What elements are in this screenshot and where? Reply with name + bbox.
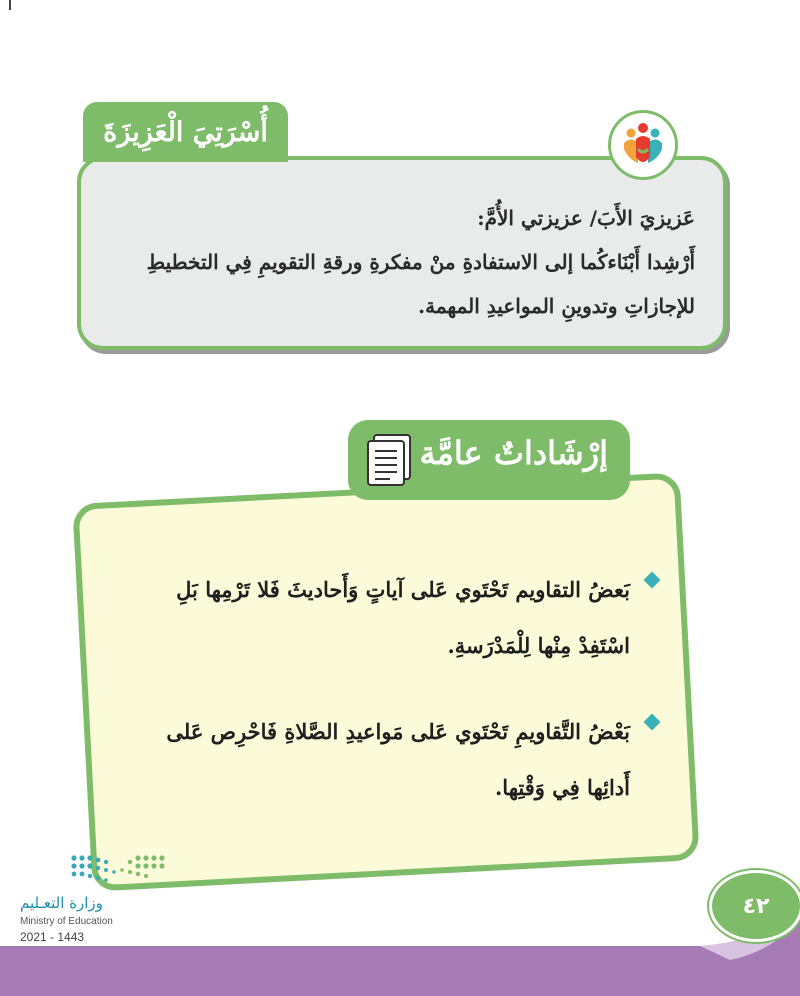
document-icon xyxy=(364,433,416,487)
parents-note-line: عَزيزيَ الأَبَ/ عزيزتي الأُمَّ: xyxy=(477,206,695,230)
tip-line: بَعضُ التقاويم تَحْتَوي عَلى آياتٍ وَأَحاديثَ فَلا تَرْمِها بَلِ xyxy=(176,577,630,602)
edition-year: 2021 - 1443 xyxy=(20,930,85,944)
tips-list xyxy=(150,562,658,846)
parents-note-text xyxy=(95,196,695,328)
parents-note-title: أُسْرَتِيَ الْعَزِيزَةَ xyxy=(103,116,268,148)
tip-line: اسْتَفِدْ مِنْها لِلْمَدْرَسةِ. xyxy=(447,633,630,658)
diamond-bullet-icon xyxy=(644,572,661,589)
bottom-decorative-band xyxy=(0,900,800,996)
ministry-name-english: Ministry of Education xyxy=(20,916,113,927)
parents-note-line: للإجازاتِ وتدوينِ المواعيدِ المهمة. xyxy=(418,294,695,318)
parents-note-tab xyxy=(83,102,288,162)
ministry-dots-icon xyxy=(68,852,168,888)
page-number-bubble xyxy=(709,870,800,942)
tip-item xyxy=(150,704,658,816)
general-tips-title: إرْشَاداتٌ عامَّة xyxy=(419,434,608,472)
page-number: ٤٢ xyxy=(742,893,770,919)
general-tips-tab xyxy=(348,420,630,500)
parents-note-line: أَرْشِدا أَبْنَاءكُما إلى الاستفادةِ منْ مفكرةِ ورقةِ التقويمِ فِي التخطيطِ xyxy=(146,250,695,274)
family-icon xyxy=(608,110,678,180)
ministry-name-arabic: وزارة التعـليم xyxy=(20,894,103,912)
diamond-bullet-icon xyxy=(644,714,661,731)
tip-item xyxy=(150,562,658,674)
crop-mark xyxy=(9,0,11,10)
tip-line: أَدائِها فِي وَقْتِها. xyxy=(494,775,630,800)
tip-line: بَعْضُ التَّقاويمِ تَحْتَوي عَلى مَواعيدِ الصَّلاةِ فَاحْرِص عَلى xyxy=(166,719,630,744)
parents-note-box xyxy=(77,156,727,350)
